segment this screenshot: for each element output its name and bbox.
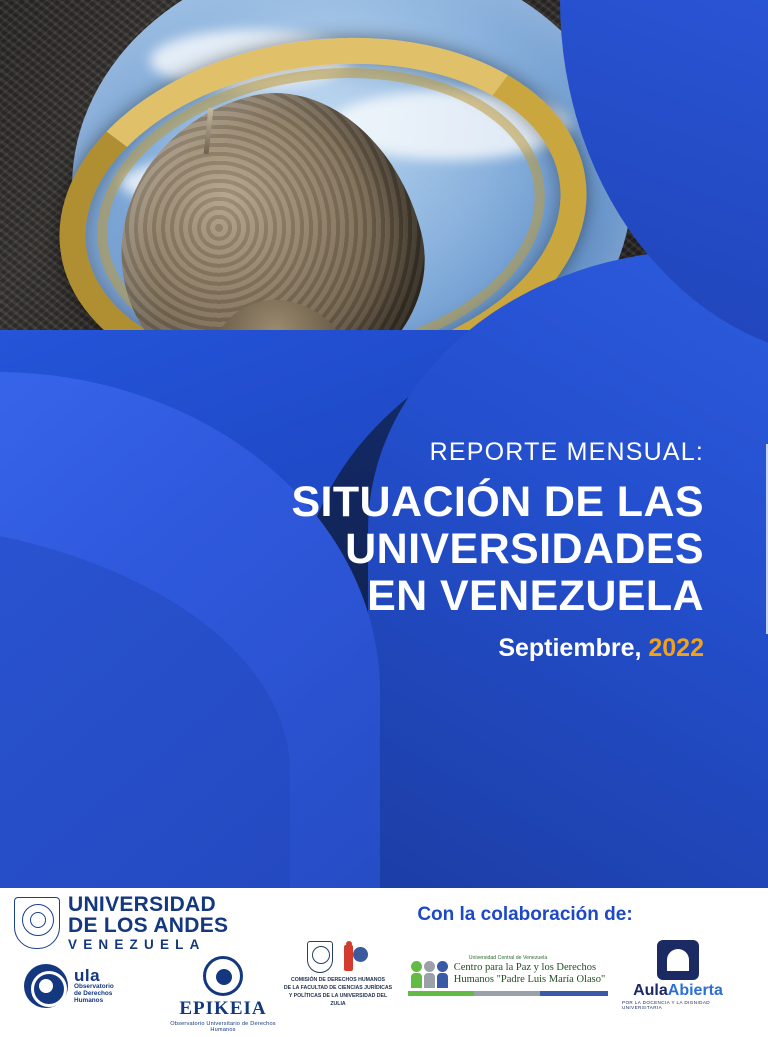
report-kicker: REPORTE MENSUAL: [429, 438, 704, 466]
luz-caption-line-3: Y POLÍTICAS DE LA UNIVERSIDAD DEL ZULIA [288, 993, 388, 1007]
observatorio-sub-1: Observatorio [74, 983, 114, 991]
people-icon [411, 961, 448, 988]
ula-logo-group [14, 893, 276, 1033]
centro-paz-title-line-2: Humanos "Padre Luis María Olaso" [453, 974, 606, 985]
observatorio-acronym: ula [74, 965, 101, 985]
epikeia-subtitle: Observatorio Universitario de Derechos Humanos [170, 1021, 276, 1033]
aula-abierta-wordmark [633, 982, 723, 1000]
aula-abierta-subtitle: POR LA DOCENCIA Y LA DIGNIDAD UNIVERSITARIA [622, 1000, 711, 1010]
ula-line-1: UNIVERSIDAD [68, 893, 216, 916]
report-title-line-2: UNIVERSIDADES [345, 524, 704, 573]
collaboration-label: Con la colaboración de: [417, 904, 633, 925]
eye-icon [203, 956, 243, 996]
aula-abierta-logo [622, 940, 734, 1010]
observatory-circle-icon [24, 964, 68, 1008]
footer-logos-bar [0, 888, 768, 1037]
observatorio-sub-3: Humanos [74, 996, 104, 1004]
university-seal-icon [14, 897, 60, 949]
collaborator-logos [282, 940, 762, 1010]
centro-paz-wordmark [454, 962, 605, 986]
report-title-line-3: EN VENEZUELA [367, 571, 704, 620]
centro-paz-top-label: Universidad Central de Venezuela [468, 954, 548, 961]
luz-shield-icon [307, 941, 333, 973]
luz-marks [307, 941, 369, 973]
ula-line-2: DE LOS ANDES [68, 914, 229, 937]
ula-line-3: VENEZUELA [68, 937, 206, 952]
ula-wordmark [68, 894, 228, 952]
ula-primary-logo [14, 894, 272, 952]
luz-caption [282, 977, 394, 1008]
aula-abierta-title-a: Aula [633, 982, 668, 999]
luz-caption-line-1: COMISIÓN DE DERECHOS HUMANOS [291, 977, 385, 984]
aula-abierta-title-b: Abierta [667, 982, 723, 999]
observatorio-sub-2: de Derechos [74, 990, 113, 998]
aula-abierta-icon [657, 940, 699, 980]
report-date [202, 634, 704, 663]
centro-paz-body [408, 961, 608, 988]
report-title-line-1: SITUACIÓN DE LAS [291, 478, 704, 526]
epikeia-wordmark: EPIKEIA [179, 998, 267, 1019]
centro-paz-title-line-1: Centro para la Paz y los Derechos [453, 961, 597, 973]
report-date-month: Septiembre, [498, 633, 642, 662]
report-title [202, 479, 704, 620]
luz-caption-line-2: DE LA FACULTAD DE CIENCIAS JURÍDICAS [283, 985, 393, 992]
epikeia-logo [164, 956, 282, 1033]
centro-paz-logo [408, 955, 608, 996]
cdh-symbol-icon [341, 941, 369, 973]
report-date-year: 2022 [648, 633, 704, 662]
cover-title-block [202, 438, 722, 663]
observatorio-wordmark [74, 967, 114, 1005]
centro-paz-color-bar [408, 991, 608, 996]
luz-cdh-logo [282, 941, 394, 1008]
